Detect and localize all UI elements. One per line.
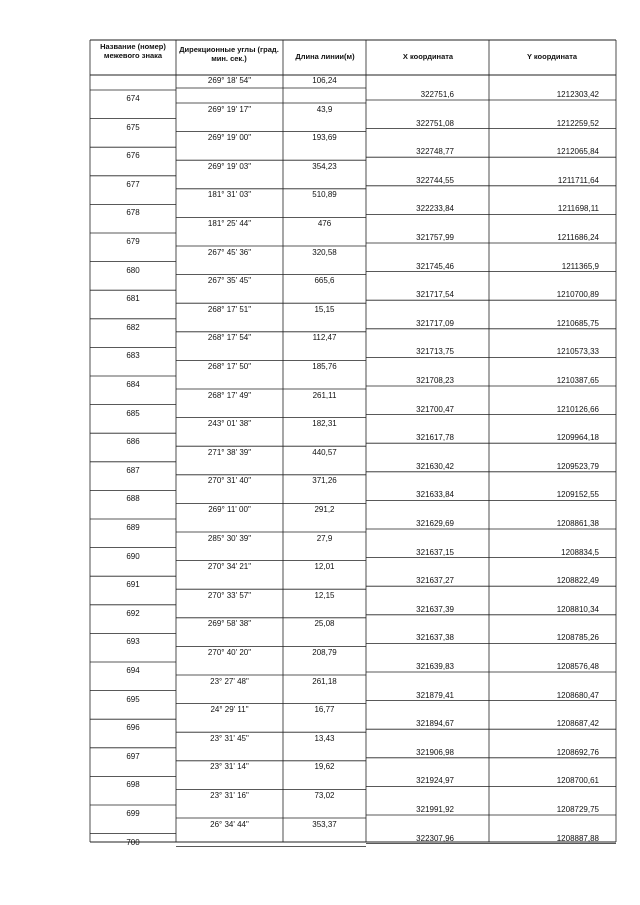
x-coordinate: 322751,6 [420,90,454,99]
direction-angle: 23° 31' 14" [210,762,249,772]
y-coordinate: 1208822,49 [556,576,599,586]
point-name: 686 [126,437,140,447]
point-name: 680 [126,265,140,275]
line-length: 208,79 [312,648,337,657]
y-coordinate: 1212259,52 [556,118,599,128]
point-name: 695 [126,694,140,704]
direction-angle: 268° 17' 50" [207,362,252,371]
x-coordinate: 321708,23 [416,376,454,385]
line-length: 193,69 [312,133,337,143]
point-name: 676 [126,151,140,161]
direction-angle: 269° 19' 03" [207,161,252,171]
line-length: 43,9 [316,104,333,114]
y-coordinate: 1208729,75 [556,805,599,814]
direction-angle: 285° 30' 39" [207,533,252,543]
x-coordinate: 321700,47 [416,404,454,414]
direction-angle: 26° 34' 44" [210,819,249,829]
y-coordinate: 1210126,66 [556,404,599,414]
line-length: 106,24 [312,76,337,85]
direction-angle: 271° 38' 39" [207,447,252,457]
direction-angle: 269° 19' 17" [207,104,252,114]
point-name: 698 [126,780,140,790]
line-length: 12,01 [314,562,335,572]
y-coordinate: 1208810,34 [556,604,599,614]
line-length: 185,76 [312,362,337,371]
direction-angle: 270° 34' 21" [207,562,252,572]
x-coordinate: 322744,55 [416,175,454,185]
point-name: 677 [126,179,140,189]
point-name: 690 [126,551,140,561]
x-coordinate: 321745,46 [416,261,454,271]
direction-angle: 269° 18' 54" [207,76,252,85]
x-coordinate: 322751,08 [416,118,454,128]
point-name: 696 [126,723,140,733]
line-length: 16,77 [314,705,335,715]
x-coordinate: 321717,54 [416,290,454,300]
point-name: 691 [126,580,140,590]
x-coordinate: 321757,99 [416,233,454,242]
y-coordinate: 1209964,18 [556,433,599,443]
header-angle: Дирекционные углы (град. мин. сек.) [179,45,279,63]
header-x: X координата [402,52,454,61]
point-name: 692 [126,608,140,618]
direction-angle: 268° 17' 49" [207,390,252,400]
x-coordinate: 321717,09 [416,318,454,328]
line-length: 112,47 [312,333,337,343]
point-name: 678 [126,208,140,218]
direction-angle: 23° 31' 45" [210,733,249,743]
x-coordinate: 321617,78 [416,433,454,443]
y-coordinate: 1208834,5 [561,547,599,557]
point-name: 699 [126,809,140,818]
line-length: 182,31 [312,419,337,429]
line-length: 15,15 [314,304,335,314]
y-coordinate: 1208700,61 [556,776,599,786]
point-name: 679 [126,237,140,246]
line-length: 291,2 [314,505,335,514]
direction-angle: 268° 17' 51" [207,304,252,314]
y-coordinate: 1208576,48 [556,662,599,671]
x-coordinate: 321906,98 [416,747,454,757]
y-coordinate: 1210573,33 [556,347,599,357]
x-coordinate: 321637,38 [416,633,454,643]
direction-angle: 269° 19' 00" [207,133,252,143]
direction-angle: 24° 29' 11" [210,705,249,715]
point-name: 687 [126,465,140,475]
direction-angle: 270° 31' 40" [207,476,252,486]
line-length: 25,08 [314,619,335,629]
y-coordinate: 1209523,79 [556,461,599,471]
point-name: 700 [126,837,140,847]
direction-angle: 243° 01' 38" [207,419,252,429]
x-coordinate: 322233,84 [416,204,454,214]
x-coordinate: 321637,27 [416,576,454,586]
line-length: 261,11 [312,390,337,400]
x-coordinate: 321639,83 [416,662,454,671]
y-coordinate: 1208680,47 [556,690,599,700]
point-name: 684 [126,380,140,389]
header-y: Y координата [526,52,578,61]
x-coordinate: 321637,15 [416,547,454,557]
x-coordinate: 321991,92 [416,805,454,814]
y-coordinate: 1208785,26 [556,633,599,643]
y-coordinate: 1208687,42 [556,719,599,729]
x-coordinate: 321894,67 [416,719,454,729]
y-coordinate: 1208692,76 [556,747,599,757]
direction-angle: 181° 25' 44" [207,219,252,228]
line-length: 665,6 [314,276,335,286]
y-coordinate: 1210700,89 [556,290,599,300]
y-coordinate: 1210685,75 [556,318,599,328]
direction-angle: 268° 17' 54" [207,333,252,343]
line-length: 353,37 [312,819,337,829]
x-coordinate: 322748,77 [416,147,454,157]
line-length: 27,9 [316,533,333,543]
direction-angle: 23° 31' 16" [210,791,249,800]
x-coordinate: 321924,97 [416,776,454,786]
line-length: 261,18 [312,676,337,686]
point-name: 674 [126,94,140,103]
direction-angle: 181° 31' 03" [207,190,252,200]
point-name: 689 [126,523,140,532]
y-coordinate: 1211711,64 [557,175,599,185]
direction-angle: 267° 45' 36" [207,247,252,257]
y-coordinate: 1208887,88 [556,833,599,843]
point-name: 682 [126,322,140,332]
line-length: 73,02 [314,791,335,800]
y-coordinate: 1212303,42 [556,90,599,99]
y-coordinate: 1211686,24 [557,233,599,242]
line-length: 19,62 [314,762,335,772]
y-coordinate: 1212065,84 [556,147,599,157]
line-length: 476 [317,219,332,228]
x-coordinate: 321879,41 [416,690,454,700]
point-name: 688 [126,494,140,504]
direction-angle: 267° 35' 45" [207,276,252,286]
line-length: 440,57 [312,447,337,457]
line-length: 510,89 [312,190,337,200]
line-length: 12,15 [314,590,335,600]
x-coordinate: 321633,84 [416,490,454,500]
x-coordinate: 321629,69 [416,519,454,528]
header-name: Название (номер) межевого знака [100,42,166,60]
line-length: 371,26 [312,476,337,486]
point-name: 681 [126,294,140,304]
y-coordinate: 1209152,55 [556,490,599,500]
y-coordinate: 1210387,65 [556,376,599,385]
y-coordinate: 1211698,11 [557,204,599,214]
point-name: 683 [126,351,140,361]
line-length: 320,58 [312,247,337,257]
x-coordinate: 321630,42 [416,461,454,471]
x-coordinate: 321713,75 [416,347,454,357]
line-length: 13,43 [314,733,335,743]
direction-angle: 270° 40' 20" [207,648,252,657]
point-name: 694 [126,666,140,675]
y-coordinate: 1208861,38 [556,519,599,528]
line-length: 354,23 [312,161,337,171]
x-coordinate: 321637,39 [416,604,454,614]
direction-angle: 269° 58' 38" [207,619,252,629]
header-length: Длина линии(м) [295,52,355,61]
direction-angle: 23° 27' 48" [210,676,249,686]
point-name: 675 [126,122,140,132]
direction-angle: 270° 33' 57" [207,590,252,600]
direction-angle: 269° 11' 00" [208,505,251,514]
point-name: 697 [126,751,140,761]
x-coordinate: 322307,96 [416,833,454,843]
point-name: 685 [126,408,140,418]
point-name: 693 [126,637,140,647]
y-coordinate: 1211365,9 [561,261,599,271]
